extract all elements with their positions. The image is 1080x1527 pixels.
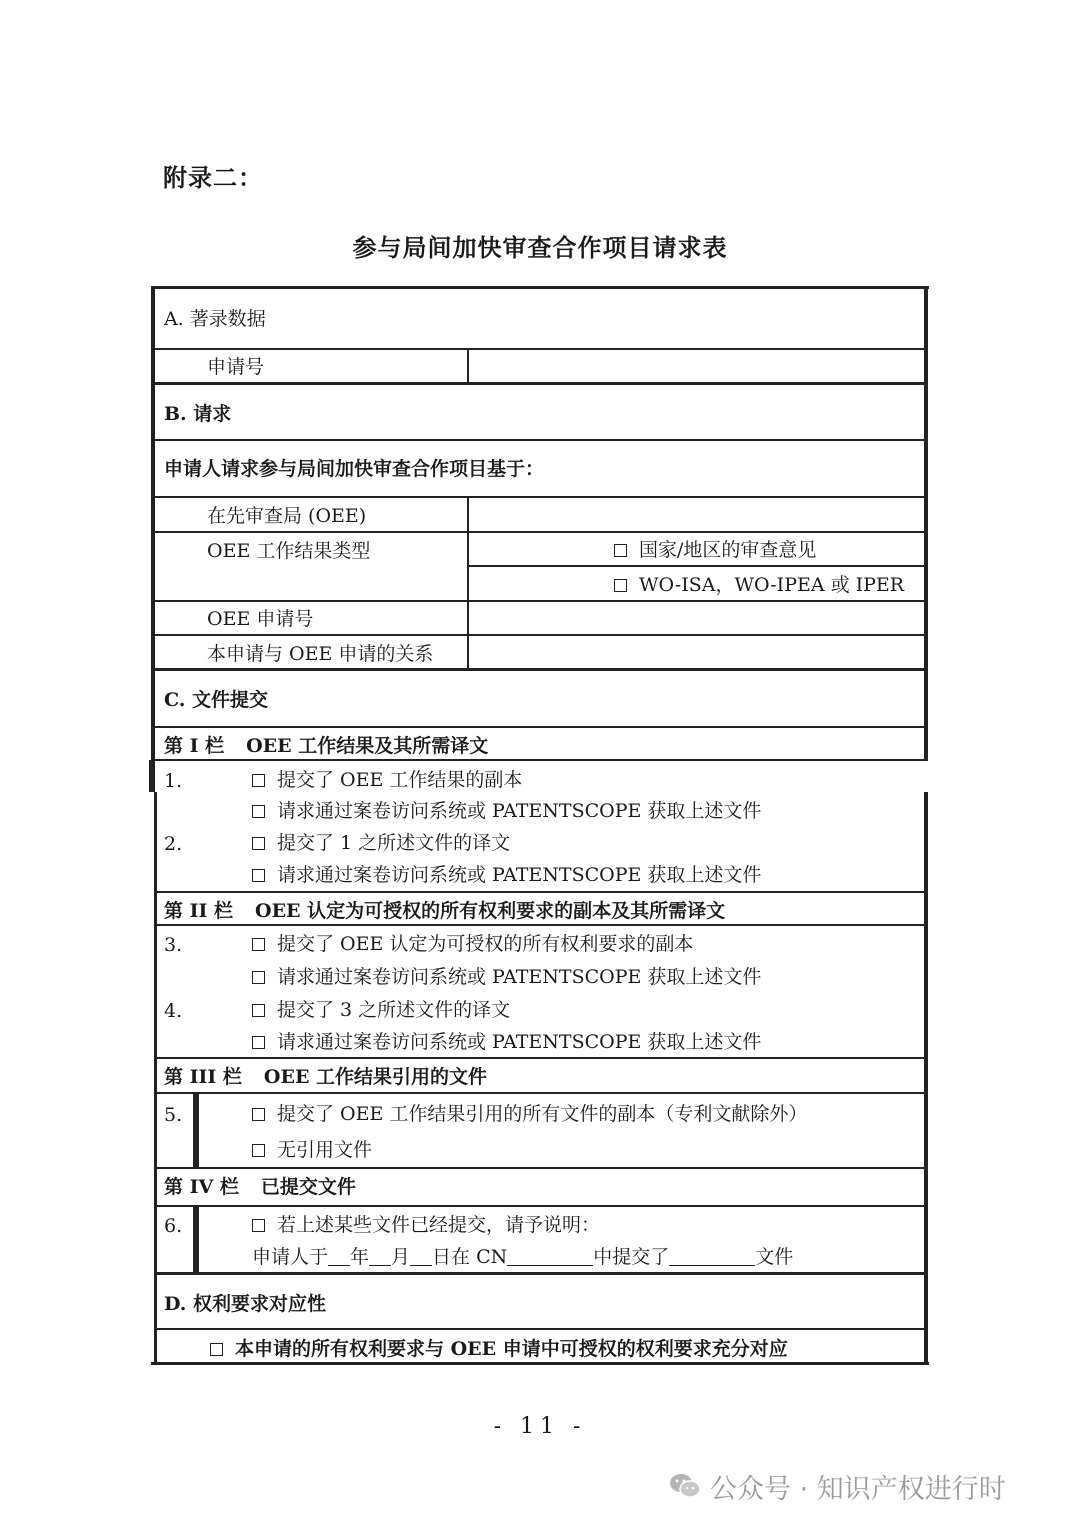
section-a-title: A. 著录数据 bbox=[164, 308, 266, 330]
day-blank[interactable] bbox=[410, 1248, 432, 1266]
item-1-option-retrieve[interactable]: 请求通过案卷访问系统或 PATENTSCOPE 获取上述文件 bbox=[252, 802, 761, 821]
item-3-option-retrieve[interactable]: 请求通过案卷访问系统或 PATENTSCOPE 获取上述文件 bbox=[252, 968, 761, 987]
item-5-option-none[interactable]: 无引用文件 bbox=[252, 1141, 372, 1160]
page-number: - 11 - bbox=[493, 1414, 587, 1439]
section-b-intro: 申请人请求参与局间加快审查合作项目基于： bbox=[164, 458, 545, 480]
item-6-option-submitted[interactable]: 若上述某些文件已经提交，请予说明： bbox=[252, 1216, 600, 1235]
checkbox-icon bbox=[252, 1144, 265, 1157]
item-4-option-translation[interactable]: 提交了 3 之所述文件的译文 bbox=[252, 1001, 510, 1020]
checkbox-icon bbox=[252, 1108, 265, 1121]
checkbox-icon bbox=[252, 1004, 265, 1017]
item-3-number: 3. bbox=[164, 934, 183, 956]
column-3-header: 第 III 栏 OEE 工作结果引用的文件 bbox=[164, 1066, 488, 1088]
column-2-header: 第 II 栏 OEE 认定为可授权的所有权利要求的副本及其所需译文 bbox=[164, 900, 726, 922]
checkbox-icon bbox=[614, 544, 627, 557]
column-4-header: 第 IV 栏 已提交文件 bbox=[164, 1176, 356, 1198]
claims-correspondence-option[interactable]: 本申请的所有权利要求与 OEE 申请中可授权的权利要求充分对应 bbox=[210, 1340, 788, 1359]
appendix-heading: 附录二： bbox=[163, 164, 263, 192]
month-blank[interactable] bbox=[369, 1248, 391, 1266]
work-type-option-wo[interactable]: WO-ISA，WO-IPEA 或 IPER bbox=[614, 576, 904, 595]
item-2-option-translation[interactable]: 提交了 1 之所述文件的译文 bbox=[252, 834, 510, 853]
relation-field[interactable] bbox=[470, 637, 922, 667]
item-3-option-copy[interactable]: 提交了 OEE 认定为可授权的所有权利要求的副本 bbox=[252, 935, 693, 954]
checkbox-icon bbox=[252, 774, 265, 787]
item-6-number: 6. bbox=[164, 1215, 183, 1237]
section-c-header: C. 文件提交 bbox=[164, 689, 269, 711]
section-b-header: B. 请求 bbox=[164, 403, 232, 425]
checkbox-icon bbox=[252, 837, 265, 850]
work-type-option-national[interactable]: 国家/地区的审查意见 bbox=[614, 541, 816, 560]
checkbox-icon bbox=[252, 938, 265, 951]
section-d-header: D. 权利要求对应性 bbox=[164, 1293, 327, 1315]
year-blank[interactable] bbox=[328, 1248, 350, 1266]
item-1-number: 1. bbox=[164, 770, 183, 792]
watermark bbox=[668, 1466, 1006, 1506]
item-1-option-copy[interactable]: 提交了 OEE 工作结果的副本 bbox=[252, 771, 522, 790]
form-title: 参与局间加快审查合作项目请求表 bbox=[352, 234, 728, 262]
item-5-option-copy[interactable]: 提交了 OEE 工作结果引用的所有文件的副本（专利文献除外） bbox=[252, 1105, 807, 1124]
application-number-field[interactable] bbox=[470, 350, 922, 382]
item-2-option-retrieve[interactable]: 请求通过案卷访问系统或 PATENTSCOPE 获取上述文件 bbox=[252, 866, 761, 885]
column-1-header: 第 I 栏 OEE 工作结果及其所需译文 bbox=[164, 735, 489, 757]
work-type-label: OEE 工作结果类型 bbox=[207, 540, 371, 562]
application-number-label: 申请号 bbox=[207, 356, 265, 378]
document-blank[interactable] bbox=[669, 1248, 755, 1266]
checkbox-icon bbox=[210, 1343, 223, 1356]
section-a-header bbox=[164, 310, 266, 329]
watermark-text: 公众号 · 知识产权进行时 bbox=[710, 1473, 1006, 1505]
item-4-option-retrieve[interactable]: 请求通过案卷访问系统或 PATENTSCOPE 获取上述文件 bbox=[252, 1033, 761, 1052]
oee-label: 在先审查局 (OEE) bbox=[207, 505, 367, 527]
checkbox-icon bbox=[252, 971, 265, 984]
checkbox-icon bbox=[614, 579, 627, 592]
relation-label: 本申请与 OEE 申请的关系 bbox=[207, 643, 434, 665]
oee-application-number-label: OEE 申请号 bbox=[207, 608, 314, 630]
cn-number-blank[interactable] bbox=[507, 1248, 593, 1266]
checkbox-icon bbox=[252, 869, 265, 882]
item-2-number: 2. bbox=[164, 833, 183, 855]
submission-fill-line: 申请人于 年 月 日在 CN 中提交了 文件 bbox=[252, 1246, 794, 1268]
item-5-number: 5. bbox=[164, 1104, 183, 1126]
item-4-number: 4. bbox=[164, 1000, 183, 1022]
oee-field[interactable] bbox=[470, 499, 922, 531]
wechat-icon bbox=[668, 1471, 702, 1501]
checkbox-icon bbox=[252, 1219, 265, 1232]
oee-application-number-field[interactable] bbox=[470, 603, 922, 633]
checkbox-icon bbox=[252, 805, 265, 818]
checkbox-icon bbox=[252, 1036, 265, 1049]
